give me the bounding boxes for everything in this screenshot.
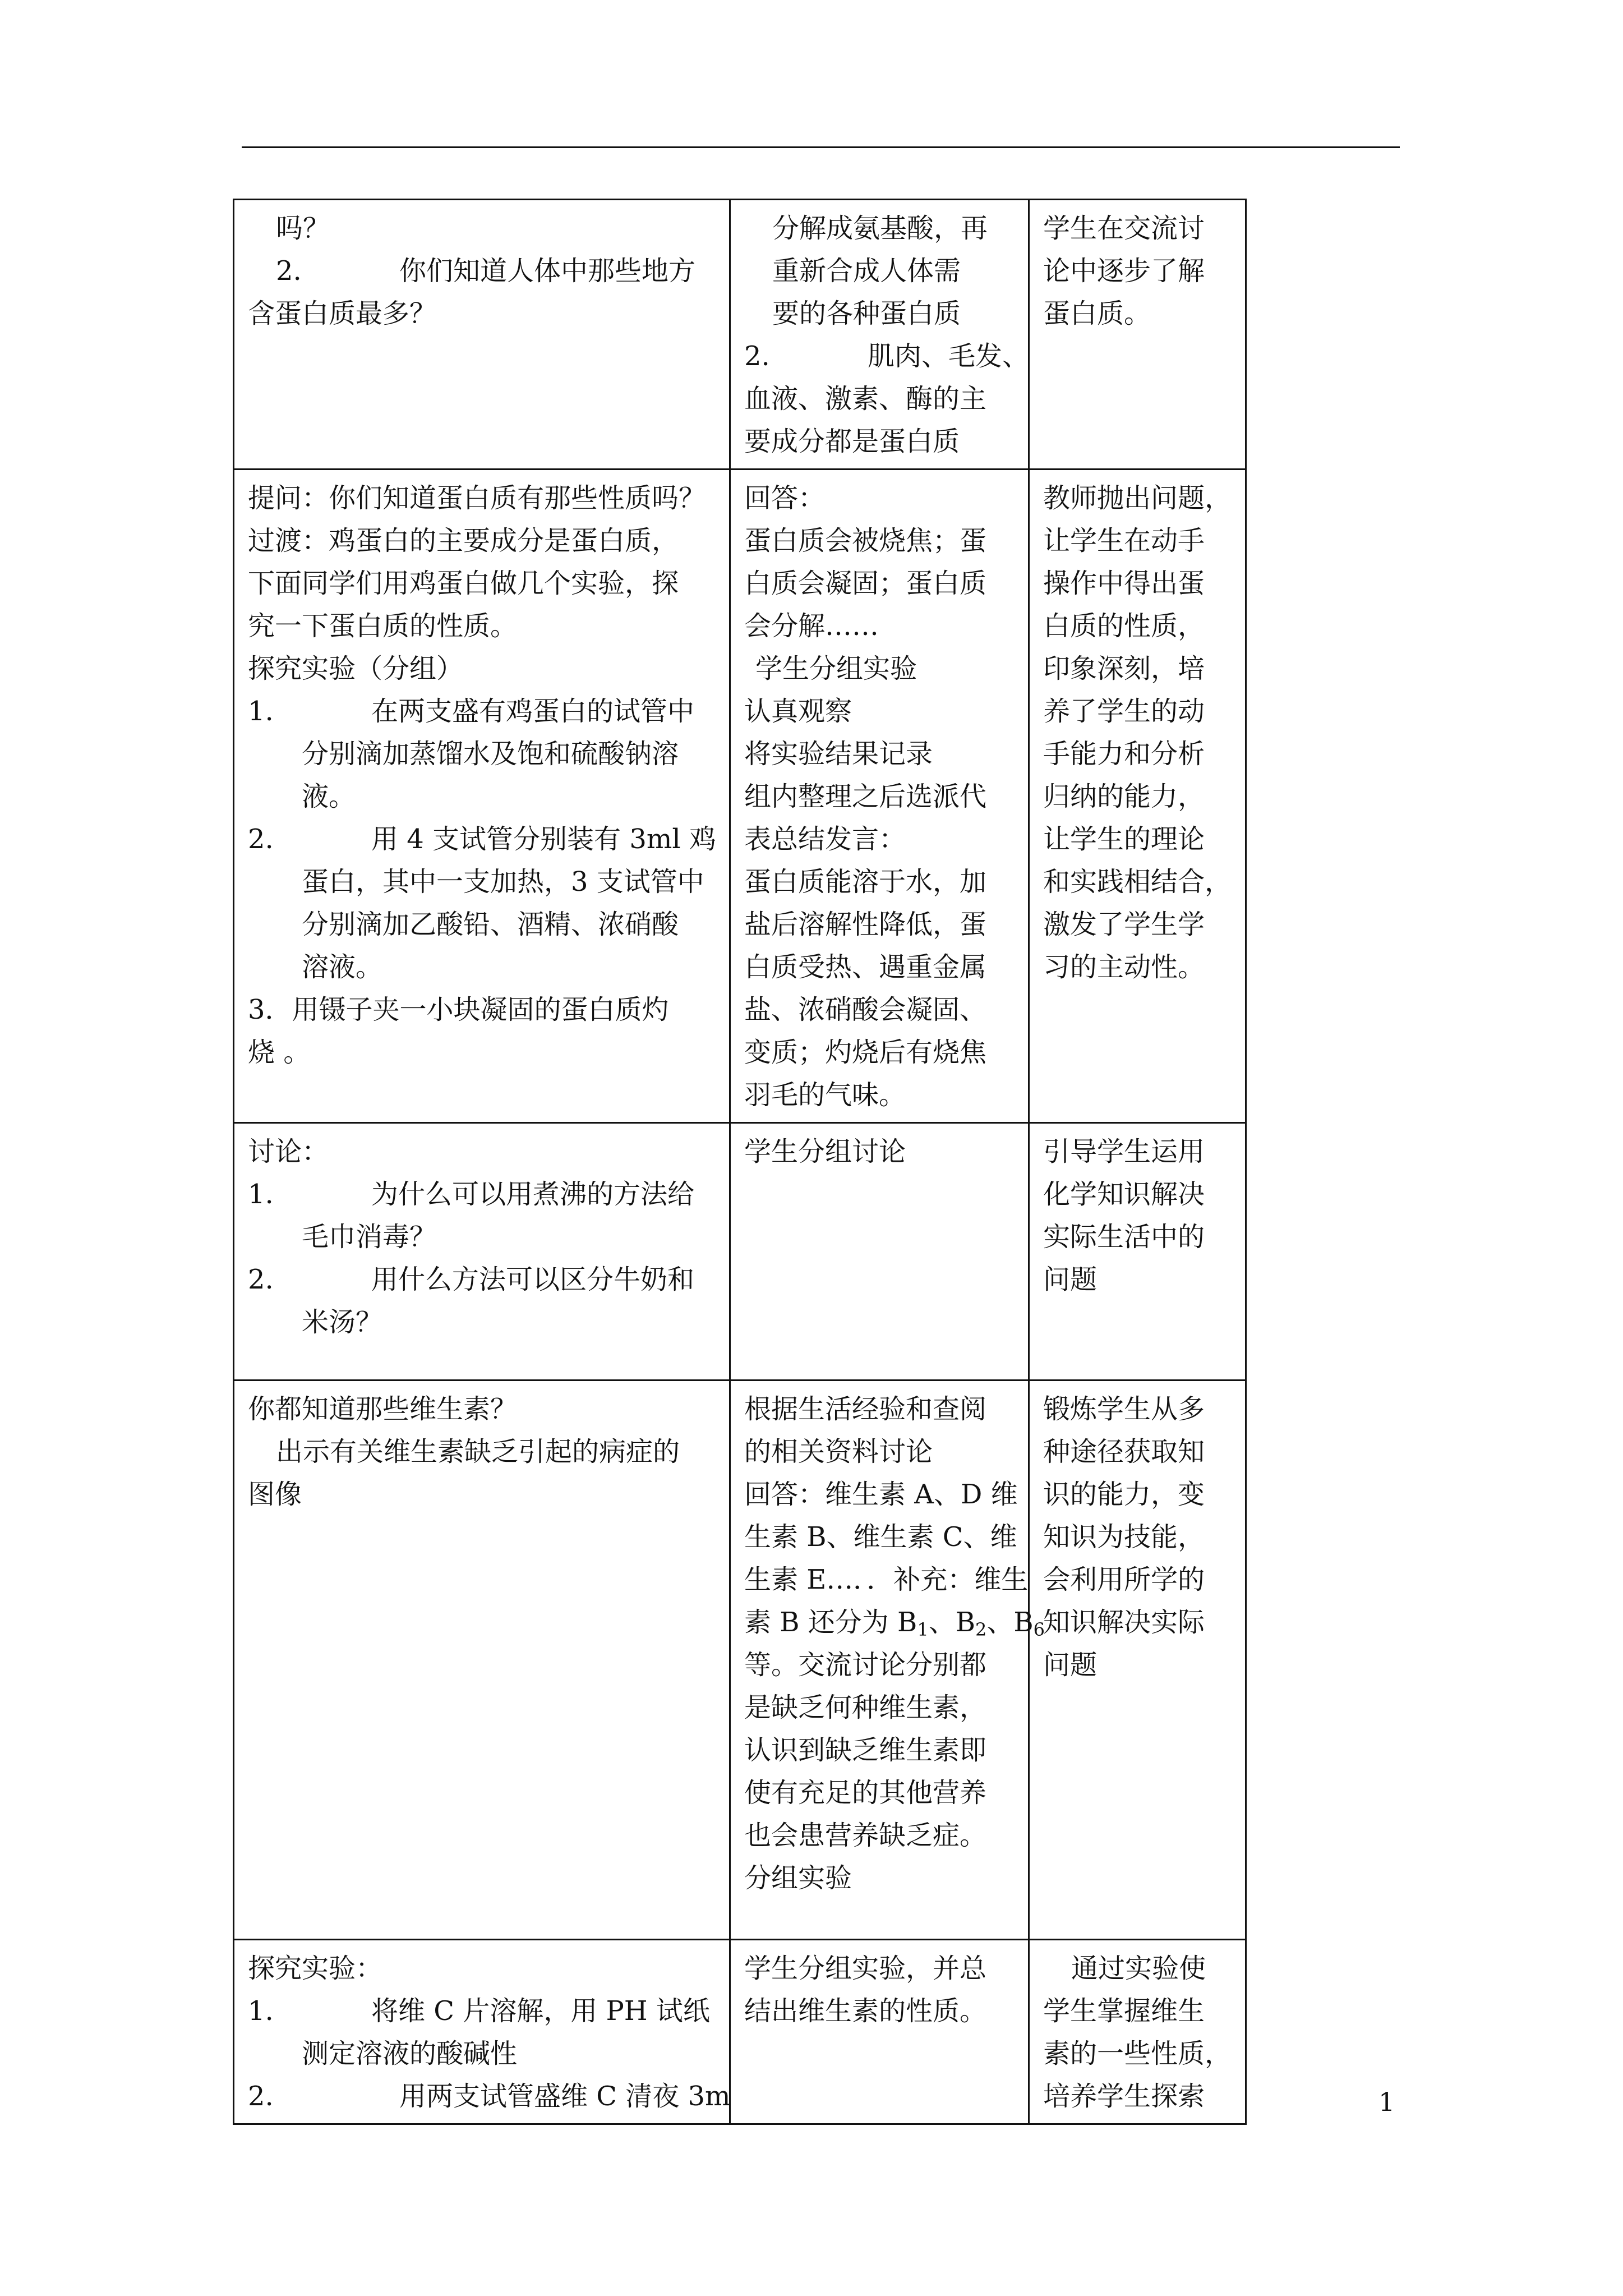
page-number: 1 xyxy=(1378,2087,1395,2117)
teacher-activity-cell: 你都知道那些维生素？ 出示有关维生素缺乏引起的病症的 图像 xyxy=(234,1381,730,1940)
table-row xyxy=(234,200,1246,470)
lesson-plan-table xyxy=(233,199,1247,2125)
student-activity-cell: 学生分组实验，并总 结出维生素的性质。 xyxy=(730,1940,1029,2124)
student-activity-cell: 学生分组讨论 xyxy=(730,1123,1029,1381)
design-intent-cell: 学生在交流讨 论中逐步了解 蛋白质。 xyxy=(1029,200,1246,470)
design-intent-cell: 引导学生运用 化学知识解决 实际生活中的 问题 xyxy=(1029,1123,1246,1381)
design-intent-cell: 锻炼学生从多 种途径获取知 识的能力，变 知识为技能， 会利用所学的 知识解决实际 问题 xyxy=(1029,1381,1246,1940)
table-row xyxy=(234,1381,1246,1940)
teacher-activity-cell: 提问：你们知道蛋白质有那些性质吗？ 过渡：鸡蛋白的主要成分是蛋白质， 下面同学们用鸡蛋白做几个实验，探 究一下蛋白质的性质。 探究实验（分组） 1. 在两支盛有鸡蛋白的试管中 分别滴加蒸馏水及饱和硫酸钠溶 液。 2. 用 4 支试管分别装有 3ml 鸡 蛋白，其中一支加热，3 支试管中 分别滴加乙酸铅、酒精、浓硝酸 溶液。 3．用镊子夹一小块凝固的蛋白质灼 烧 。 xyxy=(234,470,730,1123)
teacher-activity-cell: 吗？ 2. 你们知道人体中那些地方 含蛋白质最多？ xyxy=(234,200,730,470)
student-activity-cell: 分解成氨基酸，再 重新合成人体需 要的各种蛋白质 2. 肌肉、毛发、 血液、激素、酶的主 要成分都是蛋白质 xyxy=(730,200,1029,470)
header-rule xyxy=(242,146,1400,148)
table-row xyxy=(234,470,1246,1123)
teacher-activity-cell: 探究实验： 1. 将维 C 片溶解，用 PH 试纸 测定溶液的酸碱性 2. 用两支试管盛维 C 清夜 3m xyxy=(234,1940,730,2124)
design-intent-cell: 教师抛出问题， 让学生在动手 操作中得出蛋 白质的性质， 印象深刻，培 养了学生的动 手能力和分析 归纳的能力， 让学生的理论 和实践相结合， 激发了学生学 习的主动性。 xyxy=(1029,470,1246,1123)
student-activity-cell: 根据生活经验和查阅 的相关资料讨论 回答：维生素 A、D 维 生素 B、维生素 C、维 生素 E…．．补充：维生 素 B 还分为 $B_1$、$B_2$、$B_6$ 等。交流讨论分别都 是缺乏何种维生素， 认识到缺乏维生素即 使有充足的其他营养 也会患营养缺乏症。 分组实验 xyxy=(730,1381,1029,1940)
teacher-activity-cell: 讨论： 1. 为什么可以用煮沸的方法给 毛巾消毒？ 2. 用什么方法可以区分牛奶和 米汤？ xyxy=(234,1123,730,1381)
design-intent-cell: 通过实验使 学生掌握维生 素的一些性质， 培养学生探索 xyxy=(1029,1940,1246,2124)
table-row xyxy=(234,1940,1246,2124)
student-activity-cell: 回答： 蛋白质会被烧焦；蛋 白质会凝固；蛋白质 会分解…… 学生分组实验 认真观察 将实验结果记录 组内整理之后选派代 表总结发言： 蛋白质能溶于水，加 盐后溶解性降低，蛋 白质受热、遇重金属 盐、浓硝酸会凝固、 变质；灼烧后有烧焦 羽毛的气味。 xyxy=(730,470,1029,1123)
table-row xyxy=(234,1123,1246,1381)
